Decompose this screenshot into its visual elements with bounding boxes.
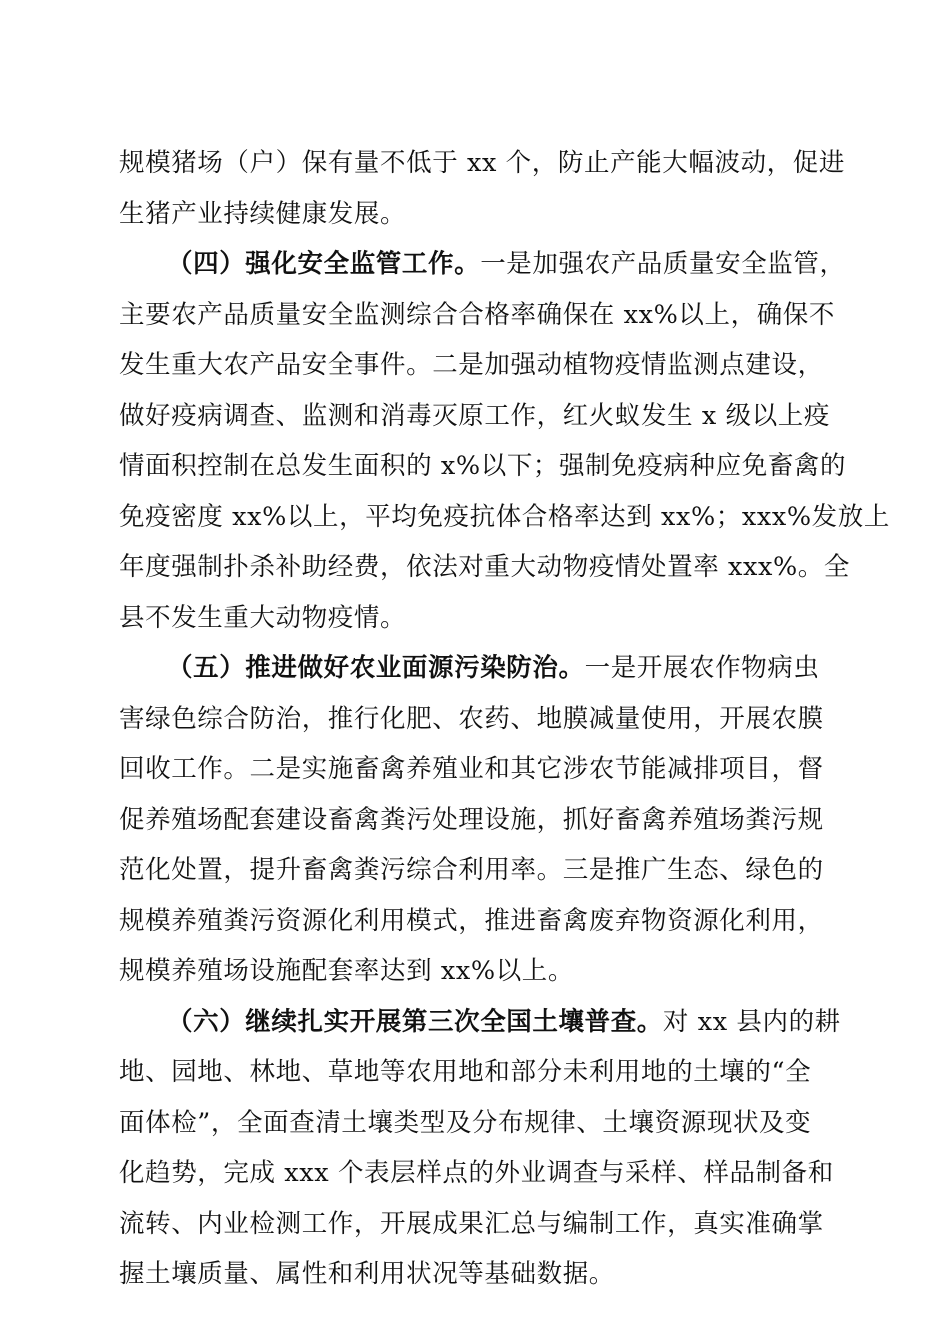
text-run: 一是开展农作物病虫: [584, 653, 820, 683]
paragraph-pollution-control: [119, 643, 831, 997]
text-line: 地、园地、林地、草地等农用地和部分未利用地的土壤的“全: [119, 1057, 812, 1087]
paragraph-soil-survey: [119, 997, 841, 1300]
text-line: 免疫密度 xx%以上，平均免疫抗体合格率达到 xx%；xxx%发放上: [119, 501, 890, 532]
paragraph-first-line: [119, 643, 831, 694]
section-heading-6: （六）继续扎实开展第三次全国土壤普查。: [167, 1006, 663, 1037]
text-run: 对 xx 县内的耕: [662, 1006, 841, 1037]
text-line: 规模猪场（户）保有量不低于 xx 个，防止产能大幅波动，促进: [119, 148, 845, 178]
text-line: 年度强制扑杀补助经费，依法对重大动物疫情处置率 xxx%。全: [119, 552, 850, 582]
text-line: 握土壤质量、属性和利用状况等基础数据。: [119, 1259, 615, 1289]
document-body: [119, 138, 890, 1300]
text-line: 害绿色综合防治，推行化肥、农药、地膜减量使用，开展农膜: [119, 703, 824, 734]
text-line: 生猪产业持续健康发展。: [119, 198, 407, 229]
section-heading-4: （四）强化安全监管工作。: [167, 249, 481, 279]
text-line: 促养殖场配套建设畜禽粪污处理设施，抓好畜禽养殖场粪污规: [119, 804, 824, 835]
text-line: 化趋势，完成 xxx 个表层样点的外业调查与采样、样品制备和: [119, 1158, 834, 1188]
text-line: 流转、内业检测工作，开展成果汇总与编制工作，真实准确掌: [119, 1208, 824, 1239]
text-line: 发生重大农产品安全事件。二是加强动植物疫情监测点建设，: [119, 350, 824, 380]
section-heading-5: （五）推进做好农业面源污染防治。: [167, 653, 585, 683]
text-line: 范化处置，提升畜禽粪污综合利用率。三是推广生态、绿色的: [119, 855, 824, 885]
text-line: 面体检”，全面查清土壤类型及分布规律、土壤资源现状及变: [119, 1107, 812, 1138]
paragraph-safety-supervision: [119, 239, 890, 643]
text-line: 规模养殖粪污资源化利用模式，推进畜禽废弃物资源化利用，: [119, 905, 824, 936]
paragraph-first-line: [119, 239, 846, 290]
text-line: 规模养殖场设施配套率达到 xx%以上。: [119, 956, 574, 986]
text-run: 一是加强农产品质量安全监管，: [480, 249, 846, 279]
text-line: 做好疫病调查、监测和消毒灭原工作，红火蚁发生 x 级以上疫: [119, 400, 830, 431]
text-line: 县不发生重大动物疫情。: [119, 602, 407, 633]
text-line: 主要农产品质量安全监测综合合格率确保在 xx%以上，确保不: [119, 299, 835, 330]
text-line: 回收工作。二是实施畜禽养殖业和其它涉农节能减排项目，督: [119, 754, 824, 784]
paragraph-pig-farming: [119, 138, 845, 239]
text-line: 情面积控制在总发生面积的 x%以下；强制免疫病种应免畜禽的: [119, 451, 847, 481]
paragraph-first-line: [119, 997, 841, 1048]
